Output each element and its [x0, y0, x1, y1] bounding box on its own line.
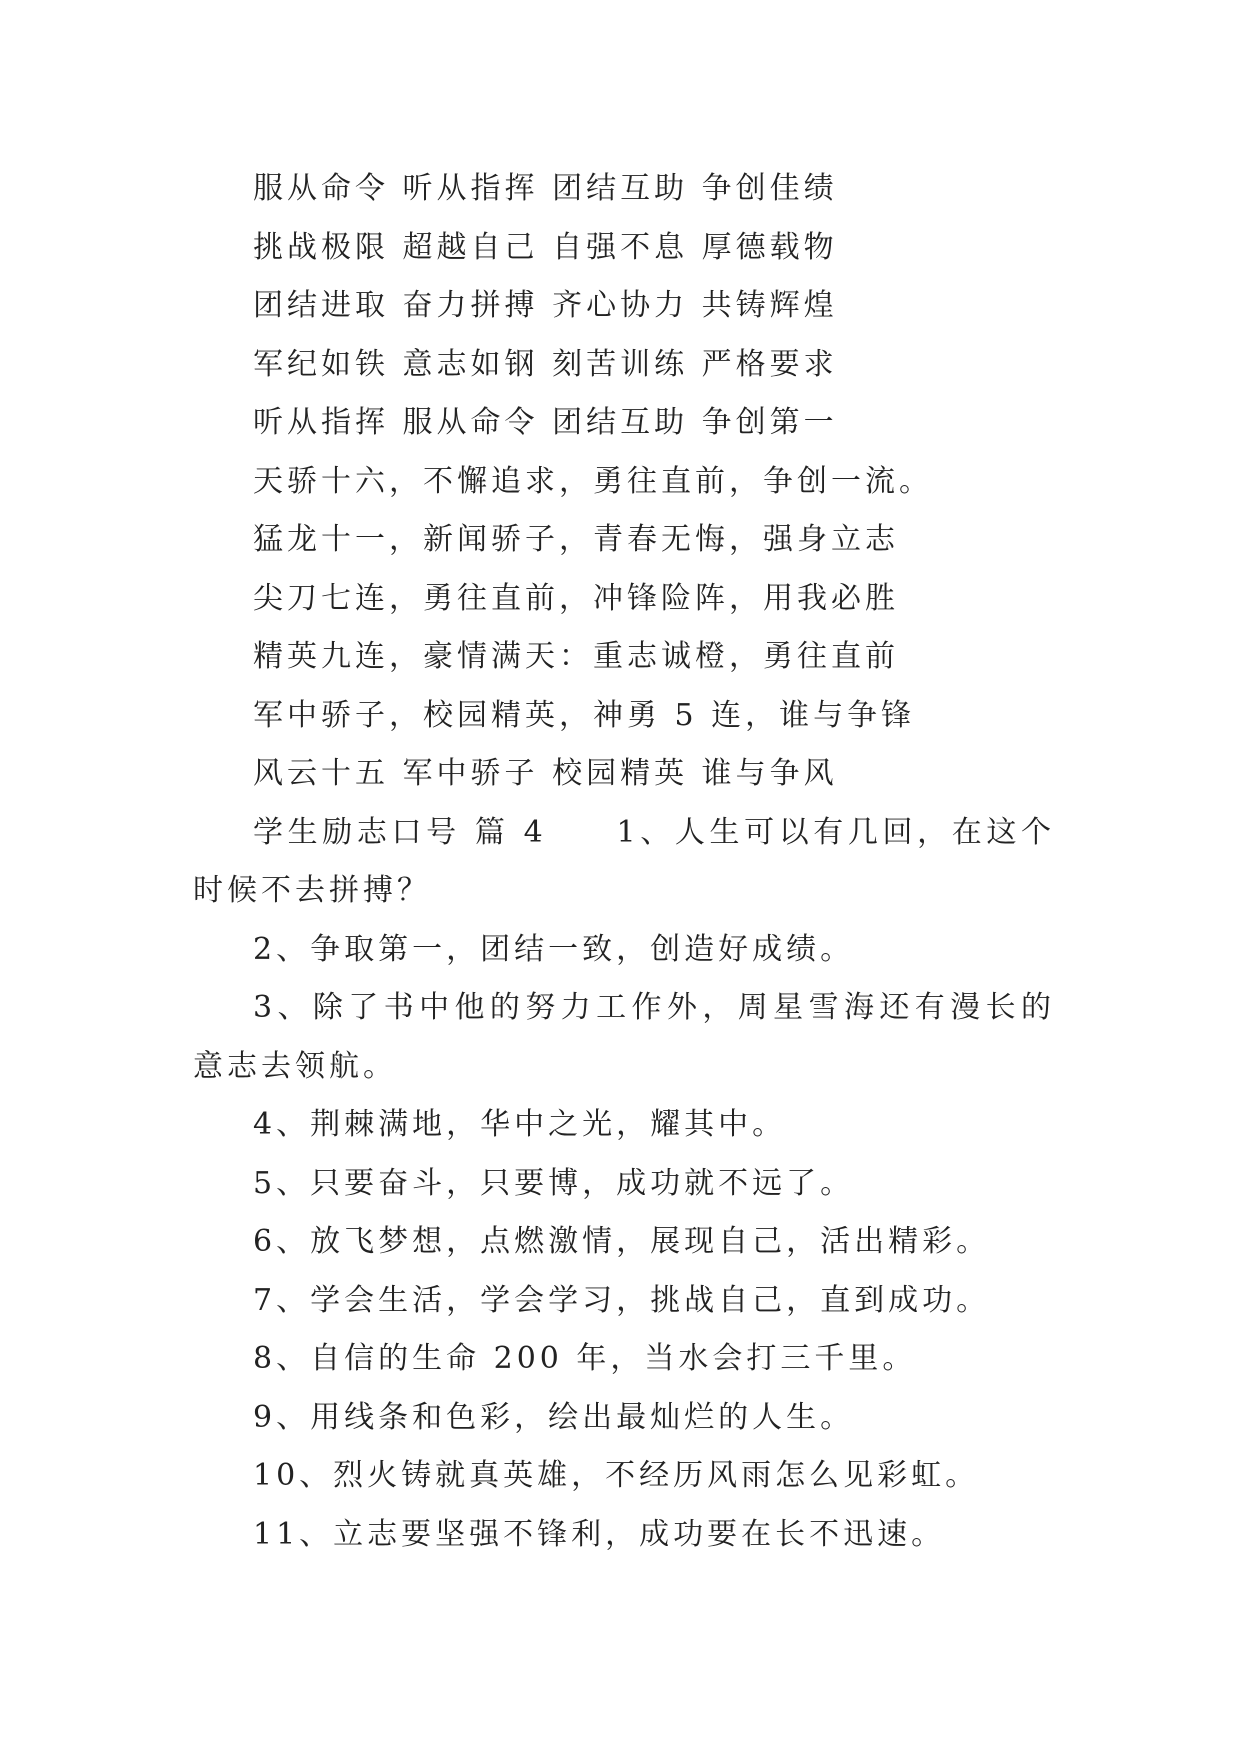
slogan-line: 天骄十六，不懈追求，勇往直前，争创一流。: [253, 463, 933, 499]
document-body: [193, 160, 1055, 1564]
numbered-item: 2、争取第一，团结一致，创造好成绩。: [253, 931, 855, 967]
numbered-item: 5、只要奋斗，只要博，成功就不远了。: [253, 1165, 855, 1201]
slogan-line: 听从指挥 服从命令 团结互助 争创第一: [253, 405, 838, 440]
numbered-item: 3、除了书中他的努力工作外，周星雪海还有漫长的意志去领航。: [193, 990, 1055, 1084]
slogan-line: 军纪如铁 意志如钢 刻苦训练 严格要求: [253, 346, 838, 382]
slogan-line: 服从命令 听从指挥 团结互助 争创佳绩: [253, 171, 838, 206]
numbered-item: 11、立志要坚强不锋利，成功要在长不迅速。: [253, 1516, 946, 1552]
numbered-item: 6、放飞梦想，点燃激情，展现自己，活出精彩。: [253, 1224, 991, 1259]
slogan-line: 挑战极限 超越自己 自强不息 厚德载物: [253, 229, 838, 265]
slogan-line: 猛龙十一，新闻骄子，青春无悔，强身立志: [253, 522, 899, 557]
numbered-item: 9、用线条和色彩，绘出最灿烂的人生。: [253, 1399, 855, 1435]
numbered-item: 10、烈火铸就真英雄，不经历风雨怎么见彩虹。: [253, 1458, 980, 1493]
numbered-item: 8、自信的生命 200 年，当水会打三千里。: [253, 1341, 917, 1376]
slogan-line: 军中骄子，校园精英，神勇 5 连，谁与争锋: [253, 697, 916, 733]
slogan-line: 风云十五 军中骄子 校园精英 谁与争风: [253, 756, 838, 791]
numbered-item: 7、学会生活，学会学习，挑战自己，直到成功。: [253, 1282, 991, 1318]
slogan-line: 精英九连，豪情满天：重志诚橙，勇往直前: [253, 639, 899, 674]
slogan-line: 团结进取 奋力拼搏 齐心协力 共铸辉煌: [253, 288, 838, 323]
numbered-item: 4、荆棘满地，华中之光，耀其中。: [253, 1107, 787, 1142]
slogan-line: 尖刀七连，勇往直前，冲锋险阵，用我必胜: [253, 580, 899, 616]
section-heading-paragraph: 学生励志口号 篇 4 1、人生可以有几回，在这个时候不去拼搏？: [193, 814, 1055, 908]
